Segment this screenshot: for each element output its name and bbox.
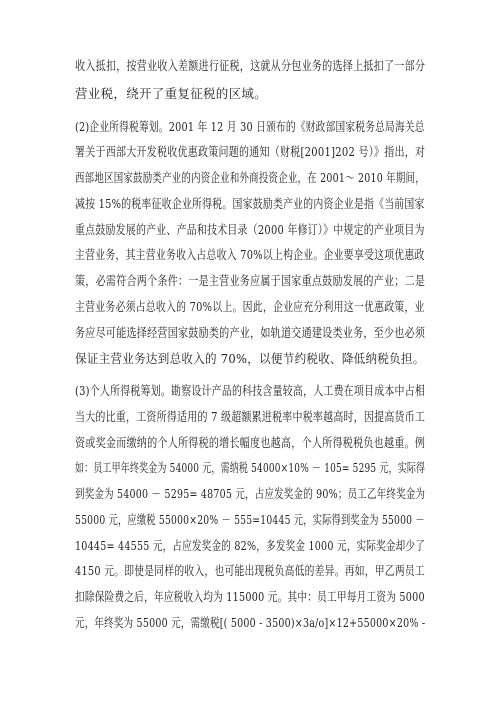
text-line: 务应尽可能选择经营国家鼓励类的产业，如轨道交通建设类业务，至少也必须 xyxy=(75,325,426,340)
text-line: (3)个人所得税筹划。勘察设计产品的科技含量较高，人工费在项目成本中占相 xyxy=(75,383,426,398)
text-line: 西部地区国家鼓励类产业的内资企业和外商投资企业，在 2001～ 2010 年期间， xyxy=(75,170,425,185)
text-line: 资或奖金而缴纳的个人所得税的增长幅度也越高，个人所得税税负也越重。例 xyxy=(75,435,426,450)
text-line: 重点鼓励发展的产业、产品和技术目录（2000 年修订）》中规定的产业项目为 xyxy=(75,222,425,237)
text-line: 营业税，绕开了重复征税的区域。 xyxy=(75,86,268,101)
text-line: 主营业务必须占总收入的 70%以上。因此，企业应充分利用这一优惠政策，业 xyxy=(75,299,425,314)
text-line: 策，必需符合两个条件：一是主营业务应属于国家重点鼓励发展的产业；二是 xyxy=(75,273,426,288)
text-line: 到奖金为 54000 － 5295= 48705 元，占应发奖金的 90%；员工乙年终奖金为 xyxy=(75,486,426,501)
text-line: (2)企业所得税筹划。2001 年 12 月 30 日颁布的《财政部国家税务总局海关总 xyxy=(75,119,425,134)
text-line: 4150 元。即使是同样的收入，也可能出现税负高低的差异。再如，甲乙两员工 xyxy=(75,563,425,578)
text-line: 10445= 44555 元，占应发奖金的 82%，多发奖金 1000 元，实际奖金却少了 xyxy=(75,538,425,553)
text-line: 署关于西部大开发税收优惠政策问题的通知（财税[2001]202 号）》指出，对 xyxy=(75,144,426,159)
text-line: 主营业务，其主营业务收入占总收入 70%以上构企业。企业要享受这项优惠政 xyxy=(75,247,425,262)
text-line: 减按 15%的税率征收企业所得税。国家鼓励类产业的内资企业是指《当前国家 xyxy=(75,196,425,211)
text-line: 元，年终奖为 55000 元，需缴税[( 5000 - 3500)×3a/o]×12+55000×20% - xyxy=(75,615,426,630)
text-line: 如：员工甲年终奖金为 54000 元，需纳税 54000×10% － 105= 5295 元，实际得 xyxy=(75,460,426,475)
text-line: 保证主营业务达到总收入的 70%，以便节约税收、降低纳税负担。 xyxy=(75,351,425,366)
text-line: 55000 元，应缴税 55000×20% － 555=10445 元，实际得到奖金为 55000 － xyxy=(75,512,425,527)
text-line: 当大的比重，工资所得适用的 7 级超额累进税率中税率越高时，因提高货币工 xyxy=(75,409,426,424)
text-line: 扣除保险费之后，年应税收入均为 115000 元。其中：员工甲每月工资为 5000 xyxy=(75,589,425,604)
text-line: 收入抵扣，按营业收入差额进行征税，这就从分包业务的选择上抵扣了一部分 xyxy=(75,58,426,73)
